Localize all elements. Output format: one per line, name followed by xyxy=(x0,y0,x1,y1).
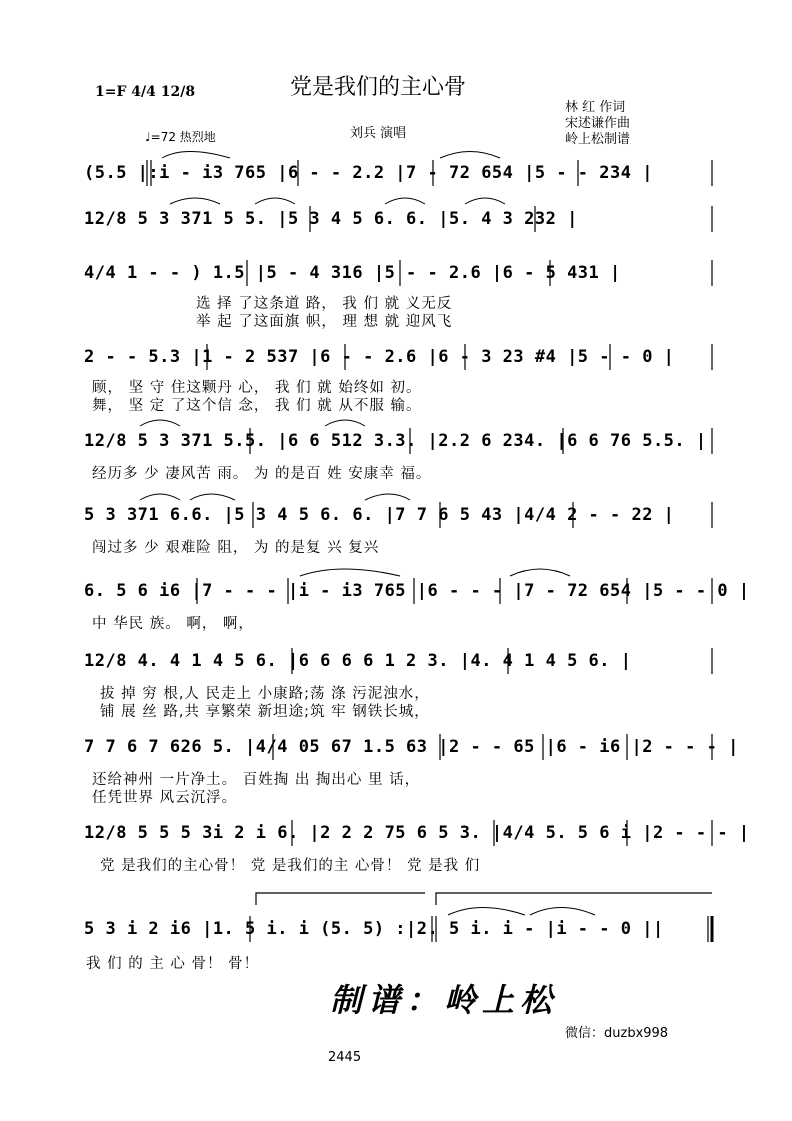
score-line-7: 6. 5 6 i6 |7 - - - |i - i3 765 |6 - - - |7 - 72 654 |5 - - 0 | xyxy=(84,581,750,601)
score-line-2: 12/8 5 3 371 5 5. |5 3 4 5 6. 6. |5. 4 3 232 | xyxy=(84,209,578,229)
lyric-line-10: 党 是我们的主心骨！ 党 是我们的主 心骨！ 党 是我 们 xyxy=(100,858,481,874)
lyric-line-11: 我 们 的 主 心 骨！ 骨！ xyxy=(86,956,260,972)
wechat-contact: 微信：duzbx998 xyxy=(565,1026,669,1041)
arranger-credit: 岭上松制谱 xyxy=(565,132,631,147)
lyricist-credit: 林 红 作词 xyxy=(565,100,626,115)
score-line-10: 12/8 5 5 5 3i 2 i 6. |2 2 2 75 6 5 3. |4/4 5. 5 6 i |2 - - - | xyxy=(84,823,750,843)
page-number: 2445 xyxy=(328,1050,362,1065)
score-line-8: 12/8 4. 4 1 4 5 6. |6 6 6 6 1 2 3. |4. 4 1 4 5 6. | xyxy=(84,651,632,671)
lyric-line-8a: 拔 掉 穷 根,人 民走上 小康路;荡 涤 污泥浊水， xyxy=(100,686,430,702)
lyric-line-7: 中 华民 族。 啊， 啊， xyxy=(92,616,254,632)
score-line-9: 7 7 6 7 626 5. |4/4 05 67 1.5 63 |2 - - 65 |6 - i6 |2 - - - | xyxy=(84,737,739,757)
lyric-line-9b: 任凭世界 风云沉浮。 xyxy=(92,790,238,806)
score-line-3: 4/4 1 - - ) 1.5 |5 - 4 316 |5 - - 2.6 |6 - 5 431 | xyxy=(84,263,621,283)
key-signature: 1=F 4/4 12/8 xyxy=(95,84,196,100)
score-line-1: (5.5 |:i - i3 765 |6 - - 2.2 |7 - 72 654 |5 - - 234 | xyxy=(84,163,653,183)
score-line-11: 5 3 i 2 i6 |1. 5 i. i (5. 5) :|2. 5 i. i - |i - - 0 || xyxy=(84,919,664,939)
arranger-signature: 制谱：岭上松 xyxy=(330,981,559,1019)
lyric-line-9a: 还给神州 一片净土。 百姓掏 出 掏出心 里 话， xyxy=(92,772,421,788)
lyric-line-3b: 举 起 了这面旗 帜， 理 想 就 迎风飞 xyxy=(196,314,453,330)
composer-credit: 宋述谦作曲 xyxy=(565,116,631,131)
lyric-line-6: 闯过多 少 艰难险 阻， 为 的是复 兴 复兴 xyxy=(92,540,380,556)
lyric-line-4b: 舞， 坚 定 了这个信 念， 我 们 就 从不服 输。 xyxy=(92,398,422,414)
song-title: 党是我们的主心骨 xyxy=(290,75,467,100)
score-line-6: 5 3 371 6.6. |5 3 4 5 6. 6. |7 7 6 5 43 |4/4 2 - - 22 | xyxy=(84,505,675,525)
lyric-line-3a: 选 择 了这条道 路， 我 们 就 义无反 xyxy=(196,296,453,312)
tempo-marking: ♩=72 热烈地 xyxy=(145,130,216,144)
lyric-line-8b: 铺 展 丝 路,共 享繁荣 新坦途;筑 牢 钢铁长城， xyxy=(100,704,430,720)
lyric-line-5: 经历多 少 凄风苦 雨。 为 的是百 姓 安康幸 福。 xyxy=(92,466,432,482)
score-line-5: 12/8 5 3 371 5.5. |6 6 512 3.3. |2.2 6 234. |6 6 76 5.5. | xyxy=(84,431,707,451)
singer-credit: 刘兵 演唱 xyxy=(350,126,407,141)
score-line-4: 2 - - 5.3 |1 - 2 537 |6 - - 2.6 |6 - 3 23 #4 |5 - - 0 | xyxy=(84,347,675,367)
lyric-line-4a: 顾， 坚 守 住这颗丹 心， 我 们 就 始终如 初。 xyxy=(92,380,422,396)
